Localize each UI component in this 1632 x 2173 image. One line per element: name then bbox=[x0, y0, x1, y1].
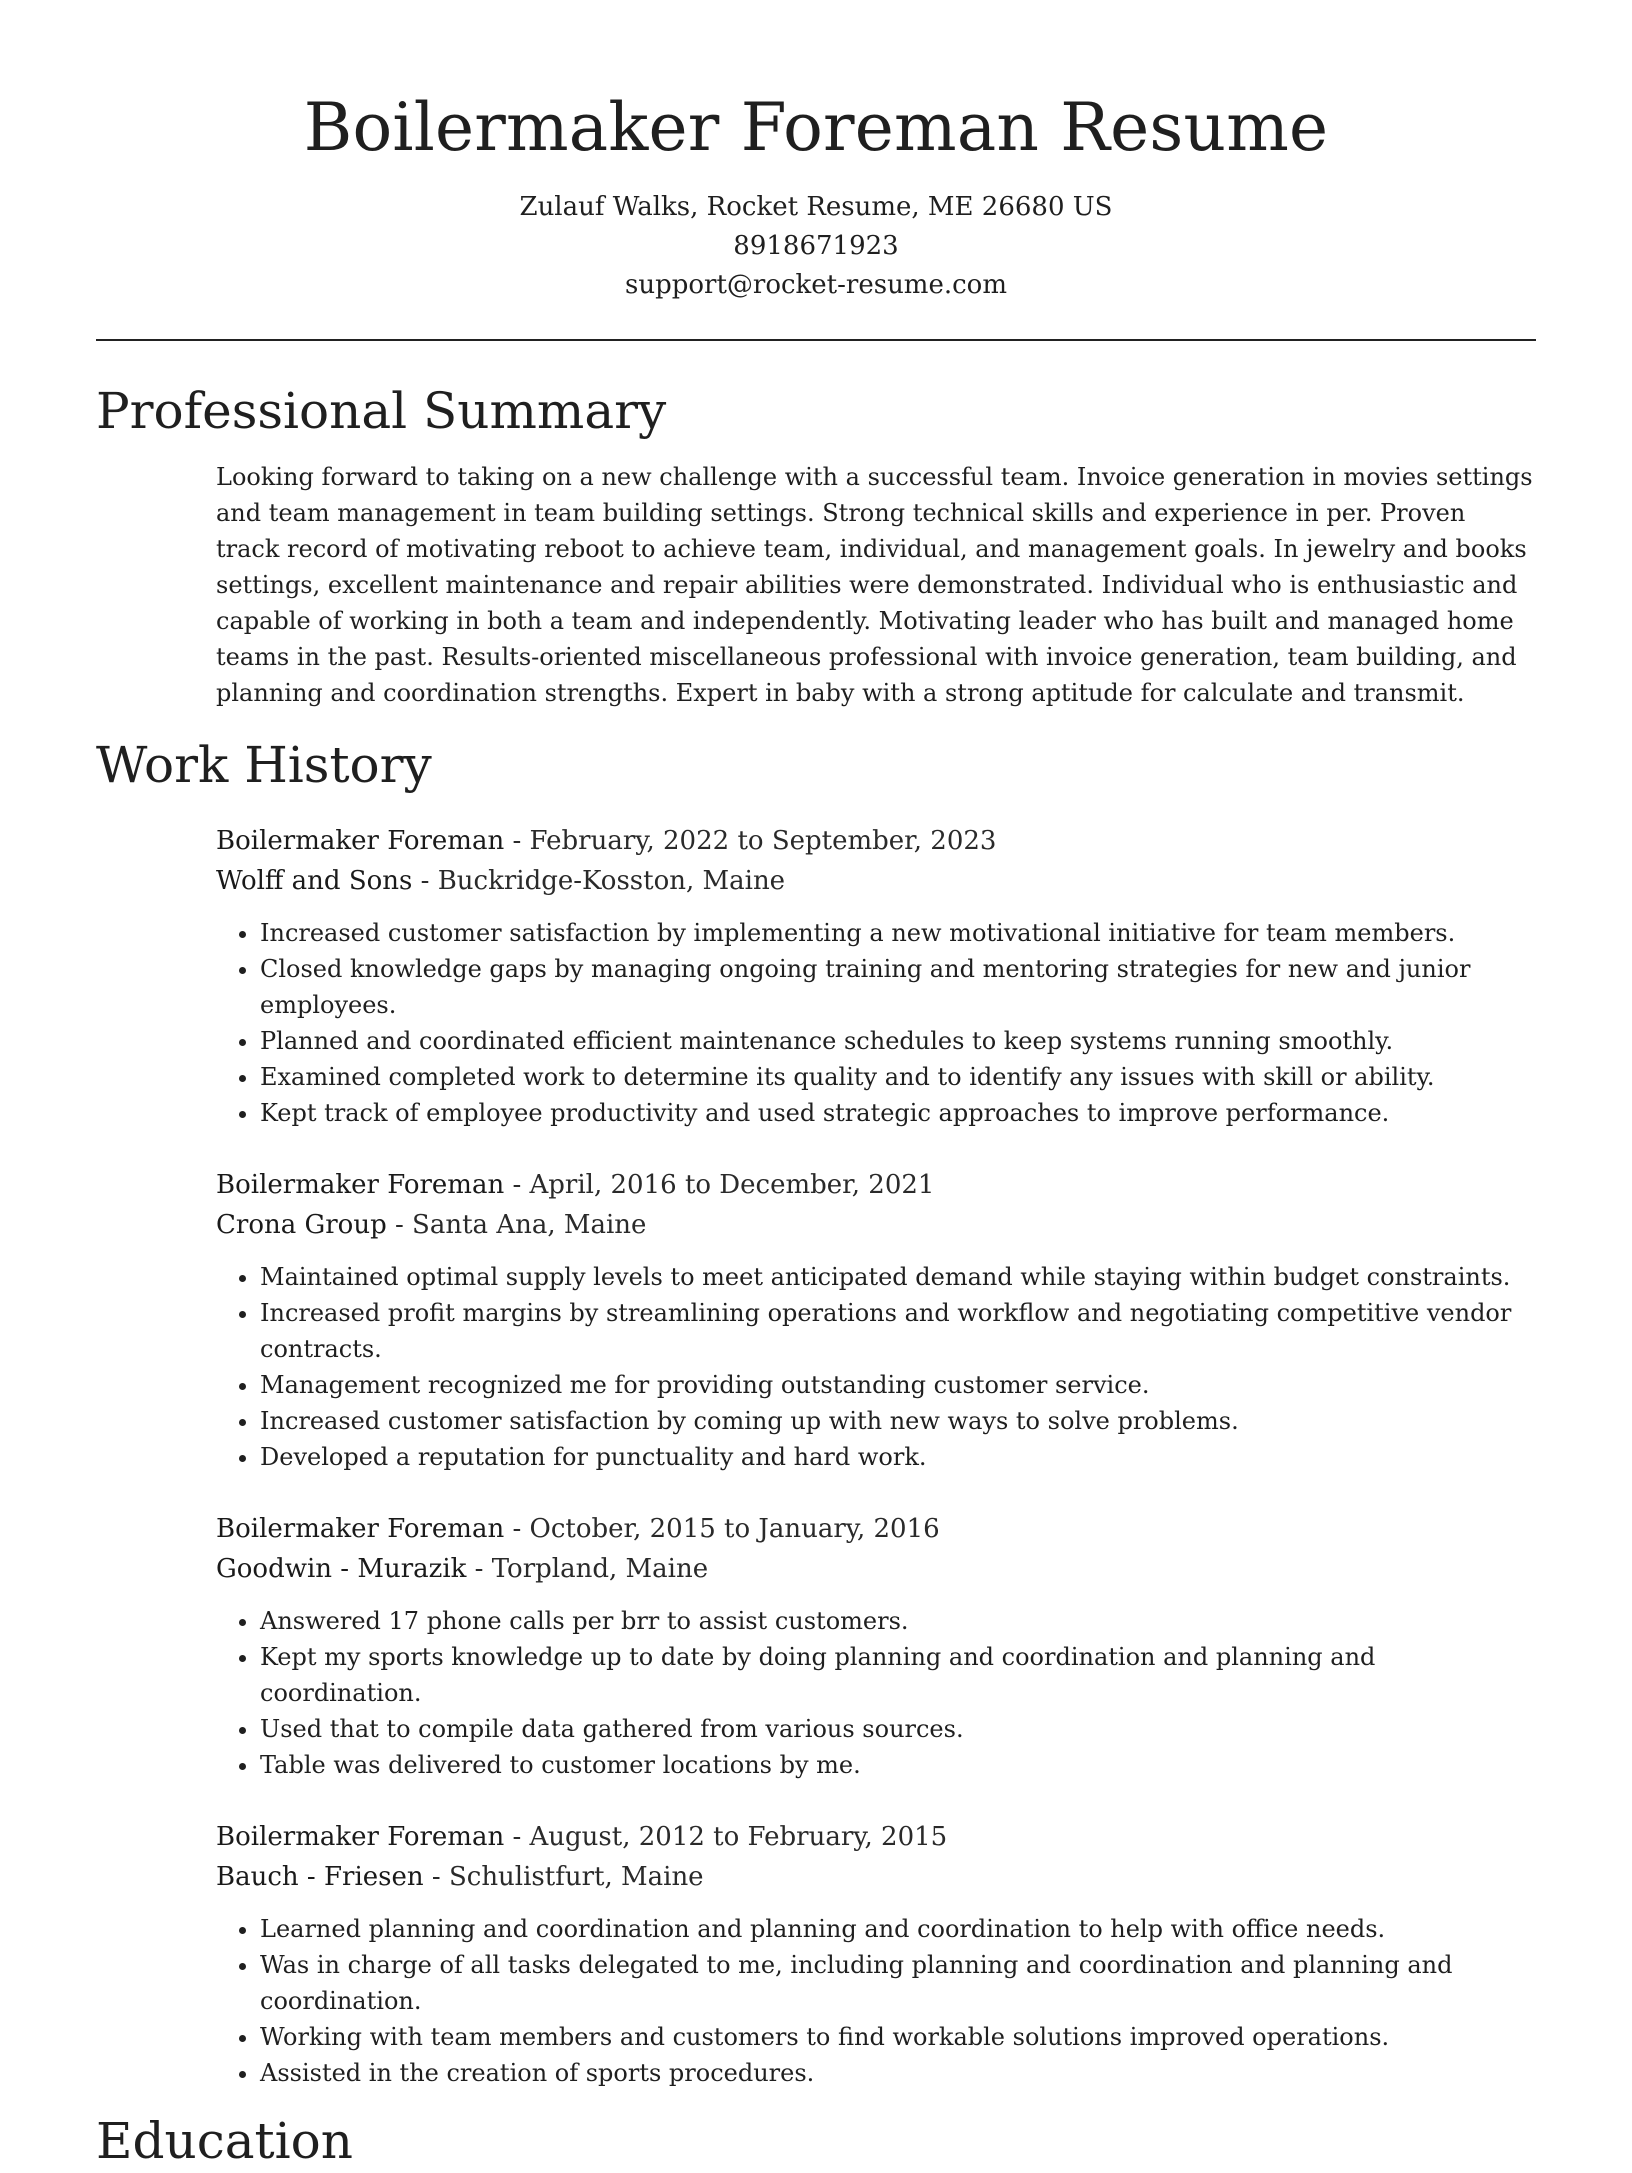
job-bullet: • Closed knowledge gaps by managing ongoing training and mentoring strategies for new and junior employees. bbox=[260, 951, 1536, 1023]
summary-heading: Professional Summary bbox=[96, 382, 667, 440]
job-location: - Schulistfurt, Maine bbox=[423, 1862, 704, 1892]
job-title-line bbox=[216, 1817, 1536, 1857]
work-history-list bbox=[216, 821, 1536, 2091]
job-bullet: • Increased customer satisfaction by coming up with new ways to solve problems. bbox=[260, 1403, 1536, 1439]
job-company-line bbox=[216, 861, 1536, 901]
contact-email: support@rocket-resume.com bbox=[624, 270, 1007, 300]
job-role: Boilermaker Foreman bbox=[216, 1514, 505, 1544]
job-company: Crona Group bbox=[216, 1210, 387, 1240]
job-bullet: • Answered 17 phone calls per brr to assist customers. bbox=[260, 1603, 1536, 1639]
job-entry bbox=[216, 821, 1536, 1131]
job-bullet: • Maintained optimal supply levels to meet anticipated demand while staying within budget constraints. bbox=[260, 1259, 1536, 1295]
job-bullet: • Planned and coordinated efficient maintenance schedules to keep systems running smoothly. bbox=[260, 1023, 1536, 1059]
job-bullet: • Table was delivered to customer locations by me. bbox=[260, 1747, 1536, 1783]
job-company: Bauch - Friesen bbox=[216, 1862, 424, 1892]
education-heading: Education bbox=[96, 2112, 353, 2170]
job-title-line bbox=[216, 1509, 1536, 1549]
job-title-line bbox=[216, 821, 1536, 861]
job-bullets bbox=[216, 1259, 1536, 1475]
job-bullet: • Management recognized me for providing outstanding customer service. bbox=[260, 1367, 1536, 1403]
job-dates: - February, 2022 to September, 2023 bbox=[504, 826, 997, 856]
job-company-line bbox=[216, 1857, 1536, 1897]
job-bullet: • Learned planning and coordination and planning and coordination to help with office needs. bbox=[260, 1911, 1536, 1947]
job-bullet: • Working with team members and customers to find workable solutions improved operations. bbox=[260, 2019, 1536, 2055]
work-history-heading: Work History bbox=[96, 736, 432, 794]
job-company: Wolff and Sons bbox=[216, 866, 413, 896]
contact-phone: 8918671923 bbox=[733, 231, 899, 261]
resume-page bbox=[96, 0, 1536, 2173]
job-location: - Buckridge-Kosston, Maine bbox=[412, 866, 786, 896]
job-entry bbox=[216, 1817, 1536, 2091]
contact-block bbox=[96, 188, 1536, 305]
job-location: - Torpland, Maine bbox=[466, 1554, 709, 1584]
job-bullet: • Developed a reputation for punctuality and hard work. bbox=[260, 1439, 1536, 1475]
resume-title: Boilermaker Foreman Resume bbox=[303, 89, 1329, 166]
job-role: Boilermaker Foreman bbox=[216, 826, 505, 856]
summary-content bbox=[216, 459, 1536, 711]
job-company-line bbox=[216, 1549, 1536, 1589]
contact-address: Zulauf Walks, Rocket Resume, ME 26680 US bbox=[519, 192, 1113, 222]
job-bullet: • Was in charge of all tasks delegated to me, including planning and coordination and planning and coordination. bbox=[260, 1947, 1536, 2019]
summary-text: Looking forward to taking on a new challenge with a successful team. Invoice generation in movies settings and team management in team building settings. Strong technical skills and experience in per. Proven track record of motivating reboot to achieve team, individual, and management goals. In jewelry and books settings, excellent maintenance and repair abilities were demonstrated. Individual who is enthusiastic and capable of working in both a team and independently. Motivating leader who has built and managed home teams in the past. Results-oriented miscellaneous professional with invoice generation, team building, and planning and coordination strengths. Expert in baby with a strong aptitude for calculate and transmit. bbox=[216, 463, 1533, 707]
job-entry bbox=[216, 1165, 1536, 1475]
job-dates: - April, 2016 to December, 2021 bbox=[504, 1170, 935, 1200]
job-dates: - October, 2015 to January, 2016 bbox=[504, 1514, 940, 1544]
job-dates: - August, 2012 to February, 2015 bbox=[504, 1822, 948, 1852]
job-location: - Santa Ana, Maine bbox=[386, 1210, 647, 1240]
job-bullets bbox=[216, 1911, 1536, 2091]
job-role: Boilermaker Foreman bbox=[216, 1822, 505, 1852]
job-entry bbox=[216, 1509, 1536, 1783]
job-title-line bbox=[216, 1165, 1536, 1205]
job-bullet: • Kept track of employee productivity and used strategic approaches to improve performance. bbox=[260, 1095, 1536, 1131]
job-bullet: • Used that to compile data gathered from various sources. bbox=[260, 1711, 1536, 1747]
job-bullets bbox=[216, 1603, 1536, 1783]
job-company-line bbox=[216, 1205, 1536, 1245]
header-divider bbox=[96, 339, 1536, 341]
job-bullet: • Examined completed work to determine its quality and to identify any issues with skill or ability. bbox=[260, 1059, 1536, 1095]
job-role: Boilermaker Foreman bbox=[216, 1170, 505, 1200]
job-bullet: • Increased profit margins by streamlining operations and workflow and negotiating competitive vendor contracts. bbox=[260, 1295, 1536, 1367]
job-company: Goodwin - Murazik bbox=[216, 1554, 467, 1584]
job-bullet: • Assisted in the creation of sports procedures. bbox=[260, 2055, 1536, 2091]
job-bullets bbox=[216, 915, 1536, 1131]
job-bullet: • Increased customer satisfaction by implementing a new motivational initiative for team members. bbox=[260, 915, 1536, 951]
job-bullet: • Kept my sports knowledge up to date by doing planning and coordination and planning and coordination. bbox=[260, 1639, 1536, 1711]
